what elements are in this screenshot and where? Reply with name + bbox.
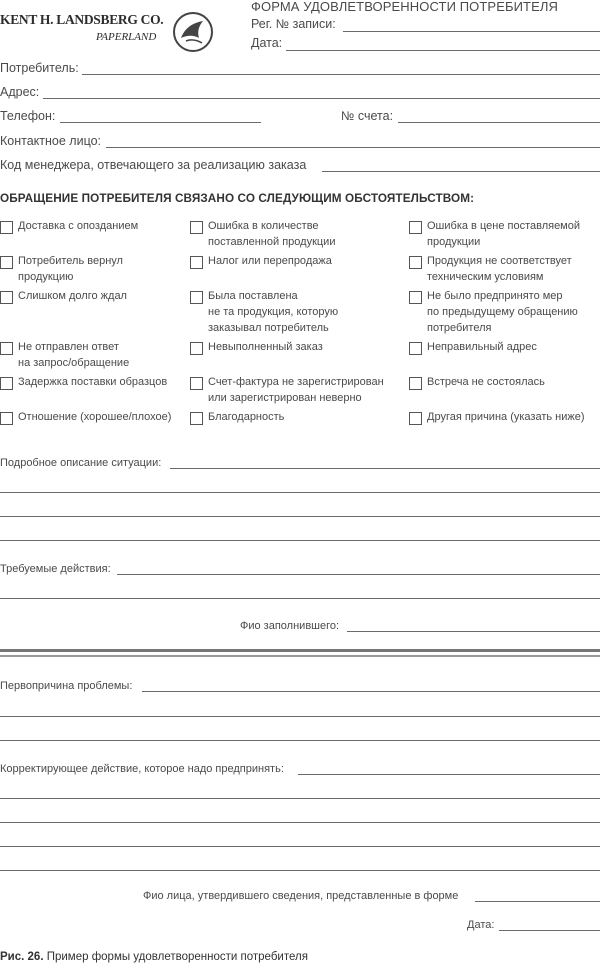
contact-person-label: Контактное лицо: [0,134,102,148]
figure-caption [0,951,308,963]
root-cause-field[interactable] [142,691,600,692]
reason-label: Слишком долго ждал [18,290,127,302]
situation-description-field[interactable] [170,468,600,469]
reason-label: Потребитель вернул продукцию [18,255,123,283]
corrective-action-field[interactable] [0,822,600,823]
checkbox-box[interactable] [409,412,422,425]
reason-label: Отношение (хорошее/плохое) [18,411,172,423]
record-number-field[interactable] [343,31,600,32]
reason-label: Налог или перепродажа [208,255,332,267]
approval-date-label: Дата: [467,919,495,931]
root-cause-field[interactable] [0,740,600,741]
situation-description-field[interactable] [0,492,600,493]
reason-label: Была поставлена не та продукция, которую заказывал потребитель [208,290,339,334]
checkbox-box[interactable] [409,221,422,234]
figure-caption-text: Пример формы удовлетворенности потребителя [43,951,308,963]
section-divider [0,655,600,657]
reason-label: Другая причина (указать ниже) [427,411,585,423]
required-actions-label: Требуемые действия: [0,563,111,575]
manager-code-label: Код менеджера, отвечающего за реализацию заказа [0,158,307,172]
approver-field[interactable] [475,901,600,902]
reason-label: Неправильный адрес [427,341,537,353]
phone-label: Телефон: [0,109,56,123]
filled-by-label: Фио заполнившего: [240,620,340,632]
reasons-section-title: ОБРАЩЕНИЕ ПОТРЕБИТЕЛЯ СВЯЗАНО СО СЛЕДУЮЩИМ ОБСТОЯТЕЛЬСТВОМ: [0,193,475,205]
reason-label: Доставка с опозданием [18,220,139,232]
header-date-field[interactable] [286,50,600,51]
reason-label: Ошибка в цене поставляемой продукции [427,220,581,248]
root-cause-label: Первопричина проблемы: [0,680,133,692]
address-label: Адрес: [0,85,40,99]
figure-number: Рис. 26. [0,951,44,963]
reason-label: Счет-фактура не зарегистрирован или зарегистрирован неверно [208,376,384,404]
record-number-label: Рег. № записи: [251,17,336,31]
checkbox-box[interactable] [190,291,203,304]
checkbox-box[interactable] [190,377,203,390]
reason-label: Задержка поставки образцов [18,376,168,388]
checkbox-box[interactable] [409,291,422,304]
corrective-action-label: Корректирующее действие, которое надо предпринять: [0,763,284,775]
checkbox-box[interactable] [190,256,203,269]
corrective-action-field[interactable] [0,846,600,847]
reason-label: Встреча не состоялась [427,376,545,388]
checkbox-box[interactable] [409,342,422,355]
required-actions-field[interactable] [117,574,600,575]
consumer-label: Потребитель: [0,61,79,75]
checkbox-box[interactable] [0,256,13,269]
checkbox-box[interactable] [0,412,13,425]
phone-field[interactable] [60,122,261,123]
address-field[interactable] [43,98,600,99]
reason-label: Не было предпринято мер по предыдущему обращению потребителя [427,290,578,334]
checkbox-box[interactable] [409,256,422,269]
company-name: KENT H. LANDSBERG CO. [0,12,164,27]
manager-code-field[interactable] [322,171,600,172]
corrective-action-field[interactable] [298,774,600,775]
checkbox-box[interactable] [409,377,422,390]
reason-label: Не отправлен ответ на запрос/обращение [18,341,130,369]
situation-description-field[interactable] [0,516,600,517]
checkbox-box[interactable] [190,412,203,425]
checkbox-box[interactable] [0,377,13,390]
required-actions-field[interactable] [0,598,600,599]
section-divider [0,649,600,652]
brand-name: PAPERLAND [96,31,157,43]
contact-person-field[interactable] [106,147,600,148]
reason-label: Продукция не соответствует техническим условиям [427,255,572,283]
reason-label: Невыполненный заказ [208,341,323,353]
checkbox-box[interactable] [0,342,13,355]
reason-label: Ошибка в количестве поставленной продукции [208,220,336,248]
checkbox-box[interactable] [0,221,13,234]
corrective-action-field[interactable] [0,798,600,799]
filled-by-field[interactable] [347,631,600,632]
checkbox-box[interactable] [190,221,203,234]
account-number-label: № счета: [341,109,394,123]
form-title: ФОРМА УДОВЛЕТВОРЕННОСТИ ПОТРЕБИТЕЛЯ [251,0,558,14]
company-logo-icon [172,11,214,53]
corrective-action-field[interactable] [0,870,600,871]
approver-label: Фио лица, утвердившего сведения, представленные в форме [143,890,459,902]
approval-date-field[interactable] [499,930,600,931]
root-cause-field[interactable] [0,716,600,717]
account-number-field[interactable] [398,122,600,123]
header-date-label: Дата: [251,36,283,50]
situation-description-label: Подробное описание ситуации: [0,457,162,469]
checkbox-box[interactable] [0,291,13,304]
consumer-field[interactable] [82,74,600,75]
checkbox-box[interactable] [190,342,203,355]
reason-label: Благодарность [208,411,285,423]
situation-description-field[interactable] [0,540,600,541]
